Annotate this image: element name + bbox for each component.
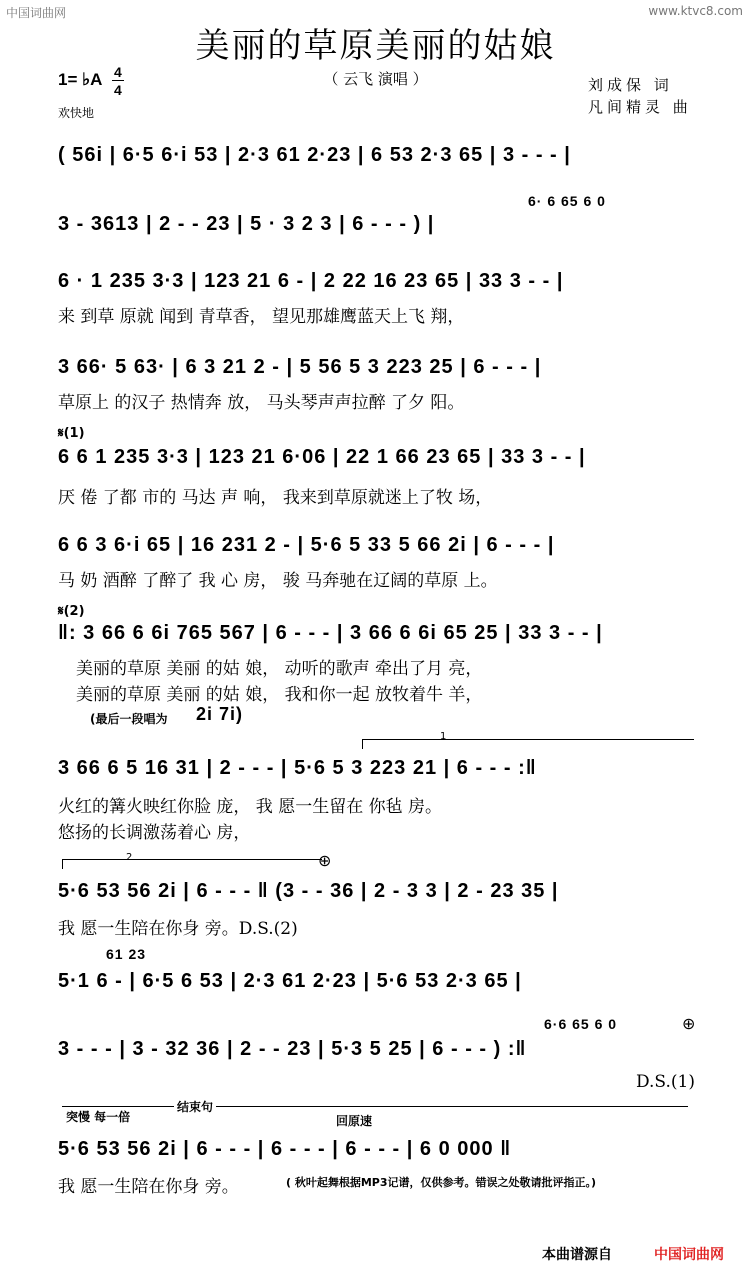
score-line: 5·6 53 56 2i | 6 - - - | 6 - - - | 6 - - - | 6 0 000 ‖ bbox=[58, 1138, 512, 1160]
lyric-line: 草原上 的汉子 热情奔 放， 马头琴声声拉醉 了夕 阳。 bbox=[58, 393, 465, 413]
volta-number: 2 bbox=[126, 852, 133, 863]
score-line: 6 6 3 6·i 65 | 16 231 2 - | 5·6 5 33 5 66 2i | 6 - - - | bbox=[58, 534, 555, 556]
score-line: ‖: 3 66 6 6i 765 567 | 6 - - - | 3 66 6 6i 65 25 | 33 3 - - | bbox=[58, 622, 603, 644]
singer: （ 云飞 演唱 ） bbox=[323, 70, 428, 88]
segno-mark: 𝄋(1) bbox=[58, 426, 85, 441]
watermark-right: www.ktvc8.com bbox=[648, 4, 743, 18]
lyricist: 刘成保 词 bbox=[588, 76, 673, 94]
volta-bracket bbox=[62, 859, 322, 860]
coda-icon: ⊕ bbox=[682, 1014, 696, 1033]
transcription-remark: ( 秋叶起舞根据MP3记谱，仅供参考。错误之处敬请批评指正。) bbox=[286, 1176, 597, 1189]
lyric-line: 马 奶 酒醉 了醉了 我 心 房， 骏 马奔驰在辽阔的草原 上。 bbox=[58, 571, 498, 591]
ending-note: (最后一段唱为 bbox=[90, 712, 168, 726]
key-signature: 1= ♭A bbox=[58, 70, 103, 89]
footer-source: 本曲谱源自 bbox=[542, 1247, 612, 1263]
score-line: 5·1 6 - | 6·5 6 53 | 2·3 61 2·23 | 5·6 53 2·3 65 | bbox=[58, 970, 522, 992]
ds-marking: D.S.(1) bbox=[636, 1072, 695, 1092]
score-line: 6 6 1 235 3·3 | 123 21 6·06 | 22 1 66 23 65 | 33 3 - - | bbox=[58, 446, 586, 468]
coda-label: 结束句 bbox=[174, 1098, 216, 1115]
time-top: 4 bbox=[114, 64, 122, 80]
song-title: 美丽的草原美丽的姑娘 bbox=[195, 26, 556, 66]
lyric-line: 美丽的草原 美丽 的姑 娘， 动听的歌声 牵出了月 亮， bbox=[76, 659, 483, 679]
lyric-line: 我 愿一生陪在你身 旁。D.S.(2) bbox=[58, 919, 298, 939]
volta-bracket bbox=[362, 739, 694, 740]
lyric-line: 厌 倦 了都 市的 马达 声 响， 我来到草原就迷上了牧 场， bbox=[58, 488, 493, 508]
time-bar bbox=[112, 80, 124, 81]
lyric-line: 火红的篝火映红你脸 庞， 我 愿一生留在 你毡 房。 bbox=[58, 797, 443, 817]
segno-mark: 𝄋(2) bbox=[58, 604, 85, 619]
time-bottom: 4 bbox=[114, 82, 122, 98]
composer: 凡间精灵 曲 bbox=[588, 98, 692, 116]
lyric-line: 来 到草 原就 闻到 青草香， 望见那雄鹰蓝天上飞 翔， bbox=[58, 307, 465, 327]
tempo-back: 回原速 bbox=[336, 1114, 373, 1128]
rit-text: 突慢 每一倍 bbox=[66, 1110, 131, 1124]
score-line: 3 - - - | 3 - 32 36 | 2 - - 23 | 5·3 5 25 | 6 - - - ) :‖ bbox=[58, 1038, 527, 1060]
watermark-left: 中国词曲网 bbox=[6, 6, 67, 20]
volta-bracket-tick bbox=[362, 739, 363, 749]
lyric-line: 我 愿一生陪在你身 旁。 bbox=[58, 1177, 239, 1197]
score-line: 5·6 53 56 2i | 6 - - - ‖ (3 - - 36 | 2 - 3 3 | 2 - 23 35 | bbox=[58, 880, 559, 902]
score-line: 6 · 1 235 3·3 | 123 21 6 - | 2 22 16 23 65 | 33 3 - - | bbox=[58, 270, 564, 292]
ending-notes: 2i 7i) bbox=[196, 704, 244, 724]
coda-icon: ⊕ bbox=[318, 851, 332, 870]
score-line: ( 56i | 6·5 6·i 53 | 2·3 61 2·23 | 6 53 2·3 65 | 3 - - - | bbox=[58, 144, 571, 166]
score-line: 3 - 3613 | 2 - - 23 | 5 · 3 2 3 | 6 - - - ) | bbox=[58, 213, 435, 235]
volta-number: 1 bbox=[440, 731, 447, 742]
lyric-line-2: 美丽的草原 美丽 的姑 娘， 我和你一起 放牧着牛 羊， bbox=[76, 685, 483, 705]
tempo: 欢快地 bbox=[58, 106, 95, 120]
footer-site-link[interactable]: 中国词曲网 bbox=[654, 1247, 724, 1263]
lyric-line-2: 悠扬的长调激荡着心 房， bbox=[58, 823, 251, 843]
score-line: 3 66· 5 63· | 6 3 21 2 - | 5 56 5 3 223 25 | 6 - - - | bbox=[58, 356, 542, 378]
volta-bracket-tick bbox=[62, 859, 63, 869]
coda-line bbox=[62, 1106, 688, 1107]
upper-voice: 6· 6 65 6 0 bbox=[528, 193, 606, 209]
upper-voice: 61 23 bbox=[106, 946, 147, 962]
score-line: 3 66 6 5 16 31 | 2 - - - | 5·6 5 3 223 21 | 6 - - - :‖ bbox=[58, 757, 537, 779]
upper-voice: 6·6 65 6 0 bbox=[544, 1016, 618, 1032]
